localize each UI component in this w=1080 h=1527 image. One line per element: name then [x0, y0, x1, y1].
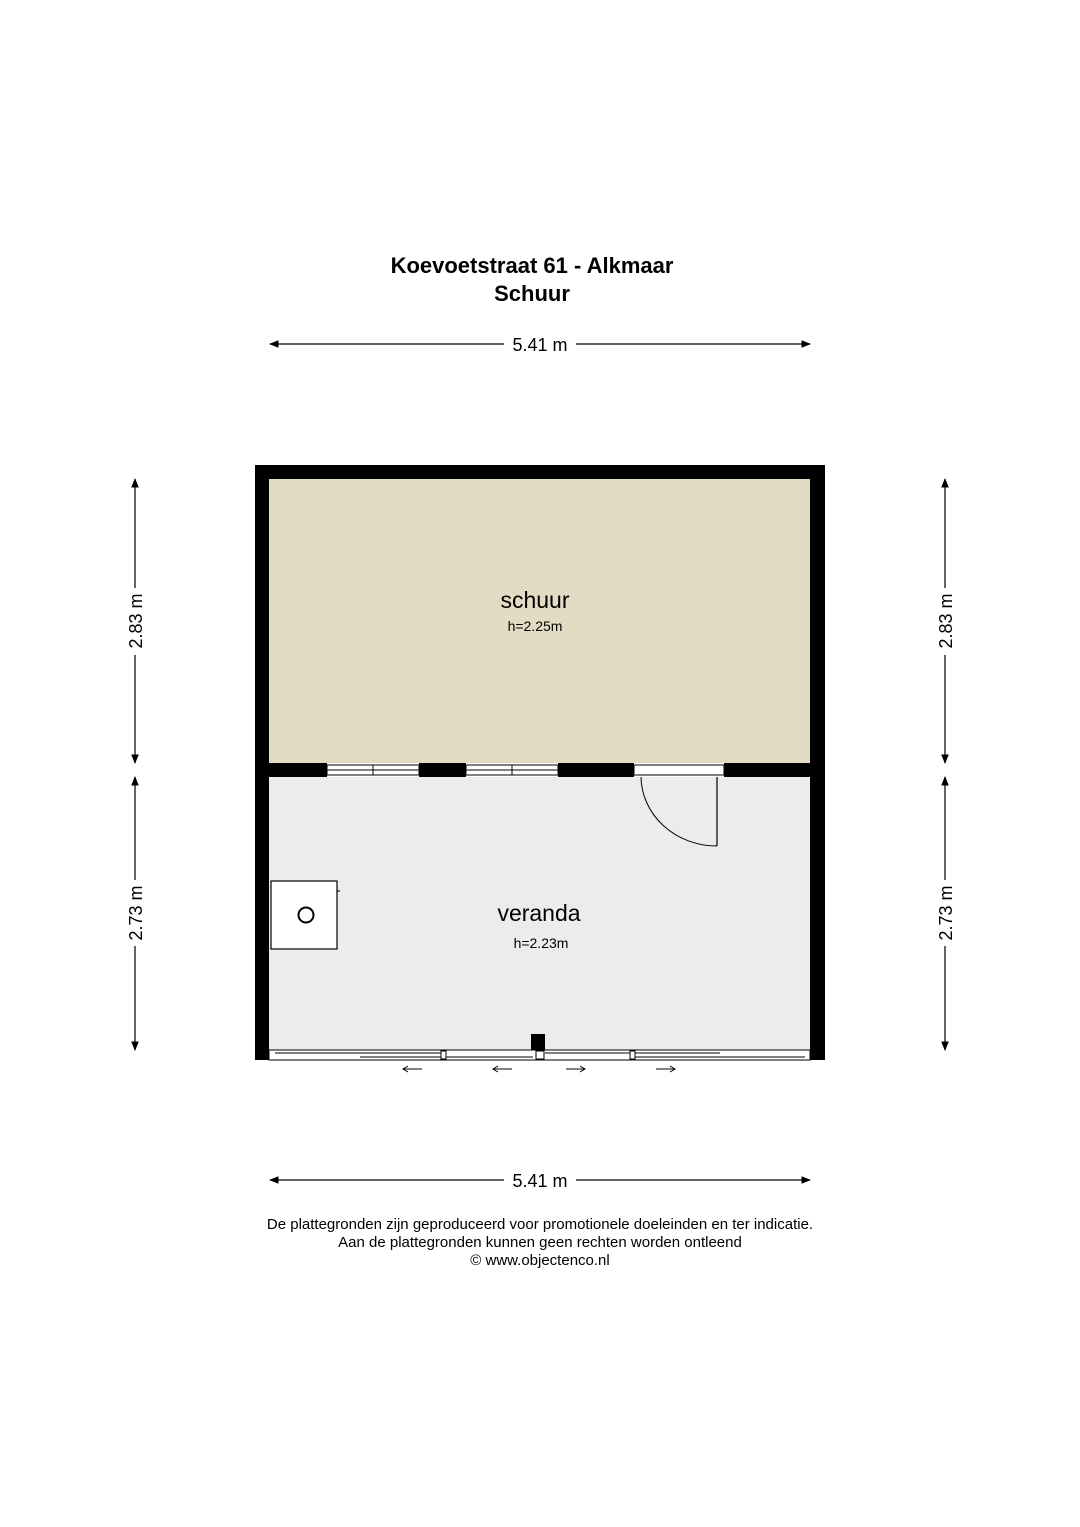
- dimension-top: [270, 335, 810, 355]
- room-veranda-label: veranda: [497, 900, 581, 926]
- disclaimer: [0, 1216, 1080, 1270]
- copyright-link[interactable]: © www.objectenco.nl: [470, 1252, 610, 1269]
- dimension-right-upper: [936, 479, 956, 763]
- dimension-bottom-label: 5.41 m: [512, 1171, 568, 1191]
- wall-column: [531, 1034, 545, 1050]
- wall-left: [255, 465, 269, 1060]
- page-title: Koevoetstraat 61 - Alkmaar: [390, 253, 674, 278]
- window-internal-1: [327, 765, 419, 775]
- arrow-left-icon: [403, 1066, 422, 1072]
- page-subtitle: Schuur: [494, 281, 570, 306]
- boiler-icon: [271, 881, 340, 949]
- dimension-bottom: [270, 1171, 810, 1191]
- dimension-left-upper-label: 2.83 m: [126, 593, 146, 649]
- disclaimer-line-1: De plattegronden zijn geproduceerd voor promotionele doeleinden en ter indicatie.: [266, 1216, 814, 1233]
- sliding-doors: [269, 1050, 810, 1060]
- disclaimer-line-2: Aan de plattegronden kunnen geen rechten worden ontleend: [338, 1234, 742, 1251]
- arrow-right-icon: [656, 1066, 675, 1072]
- wall-right: [810, 465, 825, 1060]
- wall-top: [255, 465, 825, 479]
- dimension-left-upper: [126, 479, 146, 763]
- wall-internal-3: [558, 763, 634, 777]
- dimension-top-label: 5.41 m: [512, 335, 568, 355]
- wall-internal-2: [419, 763, 466, 777]
- room-veranda-height: h=2.23m: [513, 935, 569, 951]
- dimension-left-lower-label: 2.73 m: [126, 885, 146, 941]
- dimension-right-upper-label: 2.83 m: [936, 593, 956, 649]
- wall-internal-1: [269, 763, 327, 777]
- window-internal-2: [466, 765, 558, 775]
- sliding-arrows: [403, 1066, 675, 1072]
- dimension-right-lower-label: 2.73 m: [936, 885, 956, 941]
- arrow-left-icon: [493, 1066, 512, 1072]
- arrow-right-icon: [566, 1066, 585, 1072]
- room-schuur-height: h=2.25m: [507, 618, 563, 634]
- wall-internal-4: [724, 763, 810, 777]
- room-schuur-label: schuur: [500, 587, 570, 613]
- dimension-left-lower: [126, 777, 146, 1050]
- dimension-right-lower: [936, 777, 956, 1050]
